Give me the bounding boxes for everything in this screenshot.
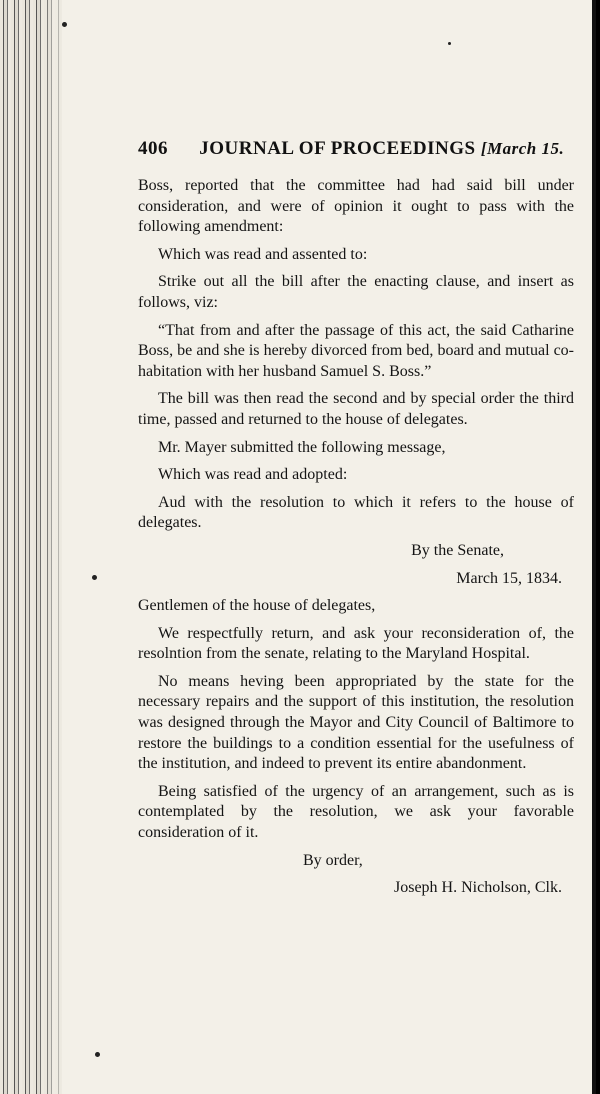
signature: Joseph H. Nicholson, Clk. [394, 879, 562, 897]
gutter-shadow [40, 0, 70, 1094]
ink-speck [448, 42, 451, 45]
senate-date: March 15, 1834. [456, 569, 562, 587]
running-title: JOURNAL OF PROCEEDINGS [199, 138, 476, 159]
header-date: [March 15. [480, 139, 565, 158]
ink-speck [92, 575, 97, 580]
paragraph: The bill was then read the second and by special order the third time, passed and returned to the house of delegates. [138, 390, 574, 428]
paragraph: Mr. Mayer submitted the following message, [158, 438, 446, 456]
page-edge [592, 0, 596, 1094]
by-the-senate: By the Senate, [411, 541, 504, 559]
by-order: By order, [303, 851, 363, 869]
ink-speck [62, 22, 67, 27]
page-header [138, 138, 584, 160]
paragraph: Aud with the resolution to which it refers to the house of delegates. [138, 493, 574, 532]
page-number: 406 [138, 138, 168, 159]
paragraph: Which was read and adopted: [158, 466, 348, 484]
paragraph: We respectfully return, and ask your reconsideration of, the resolntion from the senate, relating to the Maryland Hospital. [138, 624, 574, 663]
ink-speck [95, 1052, 100, 1057]
paragraph: Boss, reported that the committee had had said bill under consideration, and were of opinion it ought to pass with the following amendment: [138, 177, 574, 236]
paragraph: Strike out all the bill after the enacting clause, and insert as follows, viz: [138, 273, 574, 311]
page-body [138, 176, 574, 906]
salutation: Gentlemen of the house of delegates, [138, 597, 376, 615]
paragraph: Being satisfied of the urgency of an arrangement, such as is contemplated by the resolution, we ask your favorable consideration of it. [138, 782, 574, 842]
paragraph: No means heving been appropriated by the state for the necessary repairs and the support of this institution, the resolution was designed through the Mayor and City Council of Baltimore to restore the buildings to a condition essential for the usefulness of the institution, and indeed to prevent its entire abandonment. [138, 672, 574, 773]
amendment-quote: “That from and after the passage of this act, the said Catharine Boss, be and she is hereby divorced from bed, board and mutual co-habitation with her husband Samuel S. Boss.” [138, 321, 574, 380]
paragraph: Which was read and assented to: [158, 245, 368, 263]
